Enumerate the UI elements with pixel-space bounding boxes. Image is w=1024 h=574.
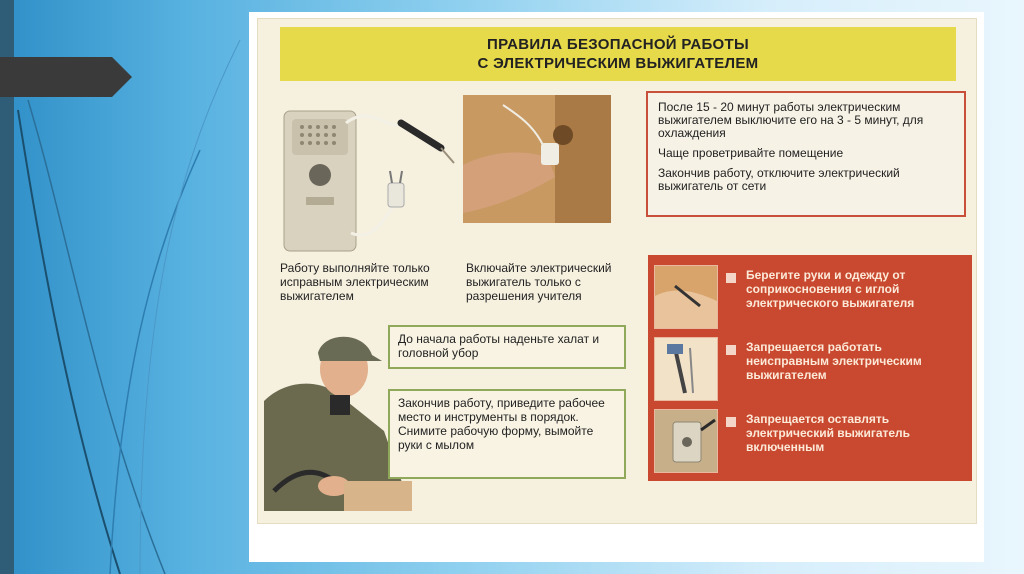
warning-photo-burner-left-on bbox=[654, 409, 718, 473]
safety-poster bbox=[249, 12, 984, 562]
caption-device: Работу выполняйте только исправным электрическим выжигателем bbox=[280, 261, 430, 303]
info-item: После 15 - 20 минут работы электрическим выжигателем выключите его на 3 - 5 минут, для охлаждения bbox=[658, 100, 924, 140]
info-box bbox=[646, 91, 966, 217]
warnings-panel bbox=[648, 255, 972, 481]
warning-photo-faulty-burner bbox=[654, 337, 718, 401]
bullet-icon bbox=[726, 273, 736, 283]
bullet-icon bbox=[726, 417, 736, 427]
warning-text: Запрещается работать неисправным электрическим выжигателем bbox=[746, 340, 922, 382]
bullet-icon bbox=[726, 345, 736, 355]
caption-plug: Включайте электрический выжигатель только с разрешения учителя bbox=[466, 261, 612, 303]
poster-title-line1: ПРАВИЛА БЕЗОПАСНОЙ РАБОТЫ bbox=[487, 36, 749, 53]
warning-photo-hands bbox=[654, 265, 718, 329]
info-item: Закончив работу, отключите электрический выжигатель от сети bbox=[658, 166, 900, 193]
poster-title-line2: С ЭЛЕКТРИЧЕСКИМ ВЫЖИГАТЕЛЕМ bbox=[477, 55, 759, 72]
instruction-box-before: До начала работы наденьте халат и головной убор bbox=[388, 325, 626, 369]
poster-content bbox=[257, 18, 977, 524]
instruction-box-after: Закончив работу, приведите рабочее место и инструменты в порядок. Снимите рабочую форму, вымойте руки с мылом bbox=[388, 389, 626, 479]
info-item: Чаще проветривайте помещение bbox=[658, 146, 844, 160]
plugging-in-photo bbox=[463, 95, 611, 223]
warning-text: Берегите руки и одежду от соприкосновения с иглой электрического выжигателя bbox=[746, 268, 915, 310]
decorative-curves bbox=[0, 0, 260, 574]
poster-title-banner bbox=[280, 27, 956, 81]
warning-text: Запрещается оставлять электрический выжигатель включенным bbox=[746, 412, 911, 454]
burner-device-photo bbox=[276, 93, 458, 255]
